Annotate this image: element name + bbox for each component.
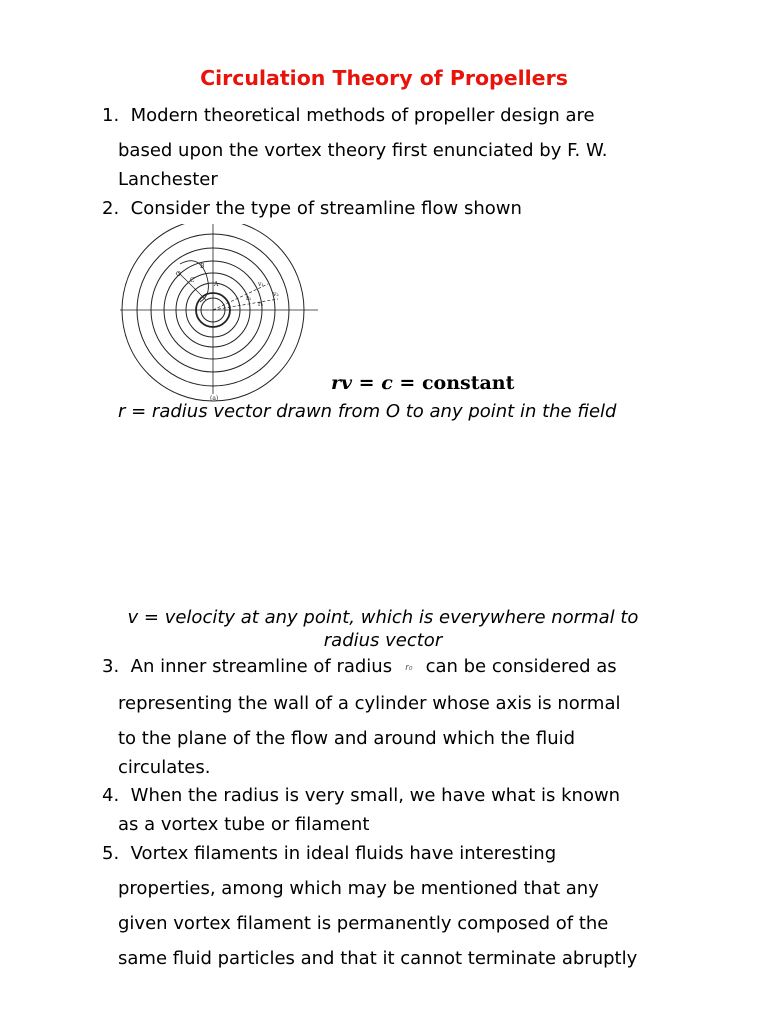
item-text-line: same fluid particles and that it cannot terminate abruptly xyxy=(118,948,638,969)
item-number: 4. xyxy=(102,785,120,806)
figure-sublabel: (a) xyxy=(210,395,219,402)
item-text-line: Lanchester xyxy=(118,169,218,190)
label-r1: r₁ xyxy=(246,295,252,302)
r0-symbol: r₀ xyxy=(405,663,413,673)
item-text-line: representing the wall of a cylinder whose axis is normal xyxy=(118,693,621,714)
list-item-5: 5. Vortex filaments in ideal fluids have interesting properties, among which may be mentioned that any given vortex filament is permanently composed of the same fluid particles and that it cannot terminate abruptly xyxy=(102,836,702,976)
label-c: C xyxy=(190,277,195,284)
label-v1: v₁ xyxy=(258,281,264,288)
label-b: B xyxy=(200,263,205,270)
label-a: A xyxy=(214,281,219,288)
item-number: 3. xyxy=(102,656,120,677)
item-text-line: circulates. xyxy=(118,757,211,778)
item-text-line: Consider the type of streamline flow shown xyxy=(130,198,522,219)
list-item-4: 4. When the radius is very small, we have what is known as a vortex tube or filament xyxy=(102,778,702,837)
item-text-line: properties, among which may be mentioned that any xyxy=(118,878,599,899)
item-text-line: to the plane of the flow and around which the fluid xyxy=(118,728,576,749)
label-o: O xyxy=(176,271,181,278)
caption-velocity: v = velocity at any point, which is everywhere normal to radius vector xyxy=(127,607,639,651)
concentric-streamlines-diagram xyxy=(118,224,323,404)
label-v2: v₂ xyxy=(273,291,279,298)
formula-rv-constant: rv = c = constant xyxy=(331,372,515,394)
list-item-1 xyxy=(102,98,702,191)
item-number: 2. xyxy=(102,198,120,219)
caption-radius-vector: r = radius vector drawn from O to any point in the field xyxy=(118,401,617,422)
item-number: 1. xyxy=(102,105,120,126)
item-text-line: based upon the vortex theory first enunciated by F. W. xyxy=(118,140,608,161)
item-text-line: Modern theoretical methods of propeller design are xyxy=(130,105,595,126)
list-item-2 xyxy=(102,191,702,226)
label-r2: r₂ xyxy=(258,301,264,308)
streamline-figure xyxy=(118,224,323,408)
item-number: 5. xyxy=(102,843,120,864)
item-text-line: as a vortex tube or filament xyxy=(118,814,370,835)
page-title: Circulation Theory of Propellers xyxy=(200,66,568,90)
list-item-3: 3. An inner streamline of radius r₀ can be considered as representing the wall of a cylinder whose axis is normal to the plane of the flow and around which the fluid circulates. xyxy=(102,649,702,779)
item-text-line: given vortex filament is permanently composed of the xyxy=(118,913,609,934)
